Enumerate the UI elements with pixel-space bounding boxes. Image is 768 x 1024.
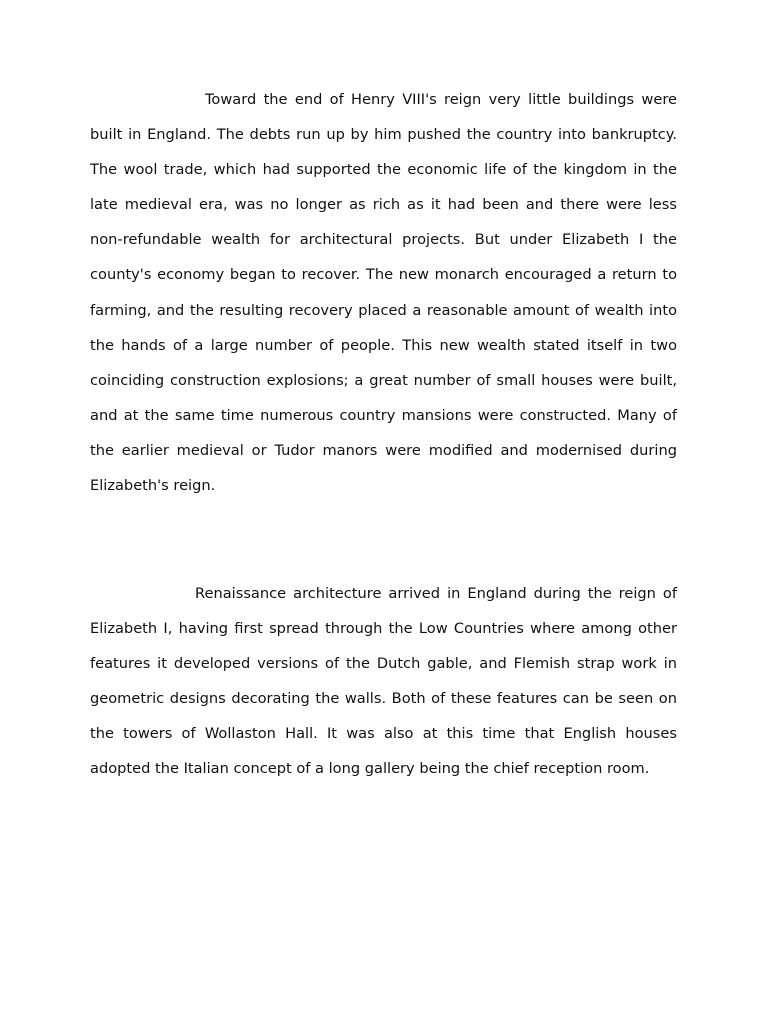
paragraph-henry-viii-reign: Toward the end of Henry VIII's reign very little buildings were built in England. The debts run up by him pushed the country into bankruptcy. The wool trade, which had supported the economic life of the kingdom in the late medieval era, was no longer as rich as it had been and there were less non-refundable wealth for architectural projects. But under Elizabeth I the county's economy began to recover. The new monarch encouraged a return to farming, and the resulting recovery placed a reasonable amount of wealth into the hands of a large number of people. This new wealth stated itself in two coinciding construction explosions; a great number of small houses were built, and at the same time numerous country mansions were constructed. Many of the earlier medieval or Tudor manors were modified and modernised during Elizabeth's reign. [90, 91, 677, 495]
paragraph-renaissance-architecture: Renaissance architecture arrived in England during the reign of Elizabeth I, having first spread through the Low Countries where among other features it developed versions of the Dutch gable, and Flemish strap work in geometric designs decorating the walls. Both of these features can be seen on the towers of Wollaston Hall. It was also at this time that English houses adopted the Italian concept of a long gallery being the chief reception room. [90, 585, 677, 778]
